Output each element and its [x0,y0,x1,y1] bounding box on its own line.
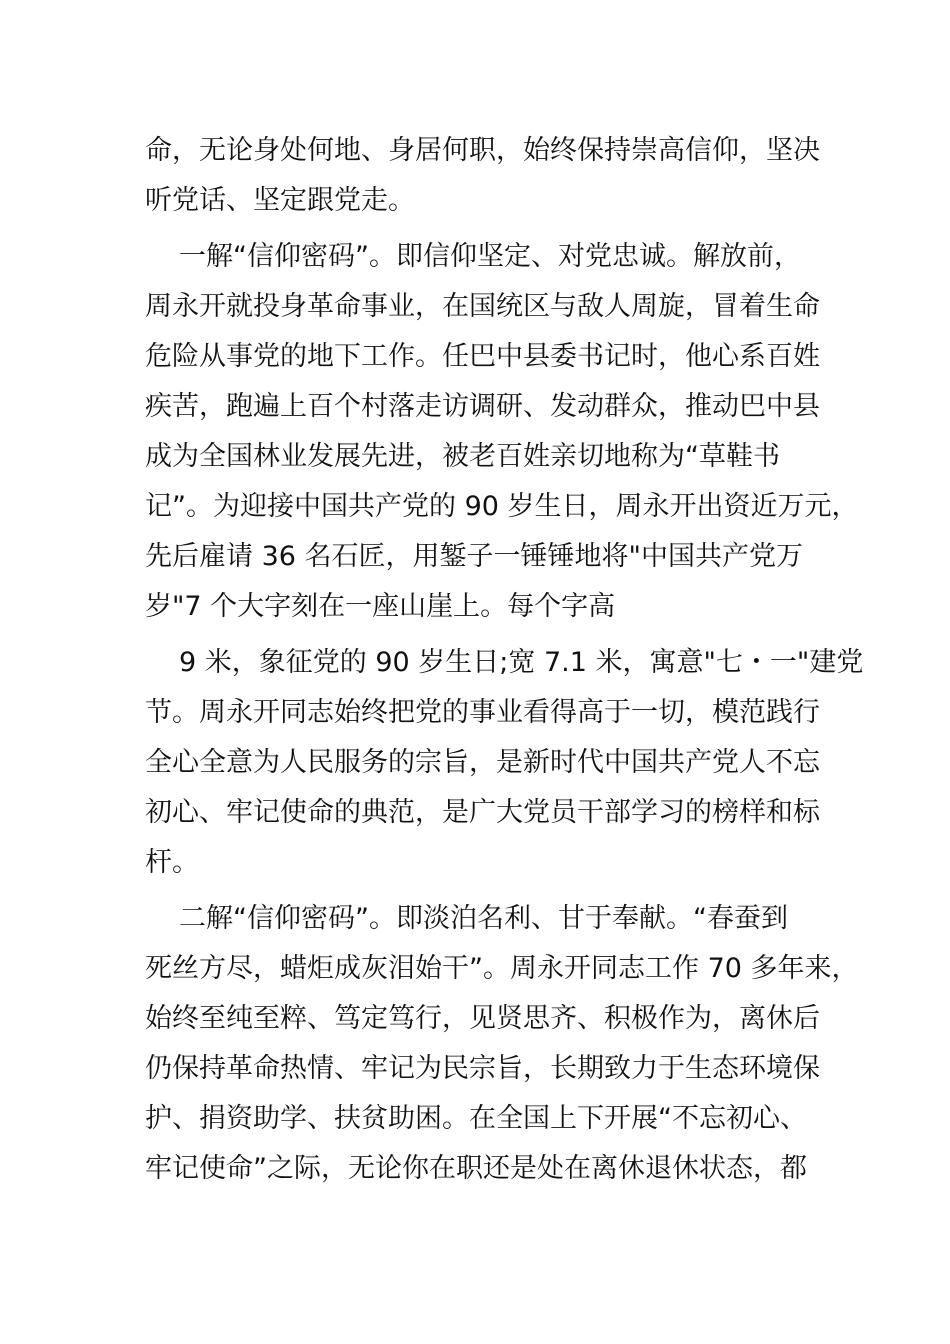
body-line-6: 疾苦，跑遍上百个村落走访调研、发动群众，推动巴中县 [145,391,820,422]
body-line-5: 危险从事党的地下工作。任巴中县委书记时，他心系百姓 [145,341,820,372]
body-line-13: 全心全意为人民服务的宗旨，是新时代中国共产党人不忘 [145,747,820,778]
body-line-20: 护、捐资助学、扶贫助困。在全国上下开展“不忘初心、 [145,1103,807,1134]
body-line-18: 始终至纯至粹、笃定笃行，见贤思齐、积极作为，离休后 [145,1003,820,1034]
body-line-15: 杆。 [145,847,199,878]
body-line-21: 牢记使命”之际，无论你在职还是处在离休退休状态，都 [145,1153,807,1184]
body-line-14: 初心、牢记使命的典范，是广大党员干部学习的榜样和标 [145,797,820,828]
body-line-11: 9 米，象征党的 90 岁生日;宽 7.1 米，寓意"七・一"建党 [179,647,864,678]
body-line-9: 先后雇请 36 名石匠，用錾子一锤锤地将"中国共产党万 [145,541,803,572]
body-line-1: 命，无论身处何地、身居何职，始终保持崇高信仰，坚决 [145,135,820,166]
body-line-10: 岁"7 个大字刻在一座山崖上。每个字高 [145,591,616,622]
body-line-4: 周永开就投身革命事业，在国统区与敌人周旋，冒着生命 [145,291,820,322]
body-line-12: 节。周永开同志始终把党的事业看得高于一切，模范践行 [145,697,820,728]
body-line-17: 死丝方尽，蜡炬成灰泪始干”。周永开同志工作 70 多年来， [145,953,859,984]
body-line-8: 记”。为迎接中国共产党的 90 岁生日，周永开出资近万元， [145,491,859,522]
body-line-7: 成为全国林业发展先进，被老百姓亲切地称为“草鞋书 [145,441,780,472]
body-line-2: 听党话、坚定跟党走。 [145,185,415,216]
body-line-16: 二解“信仰密码”。即淡泊名利、甘于奉献。“春蚕到 [179,903,788,934]
body-line-19: 仍保持革命热情、牢记为民宗旨，长期致力于生态环境保 [145,1053,820,1084]
body-line-3: 一解“信仰密码”。即信仰坚定、对党忠诚。解放前， [179,241,801,272]
